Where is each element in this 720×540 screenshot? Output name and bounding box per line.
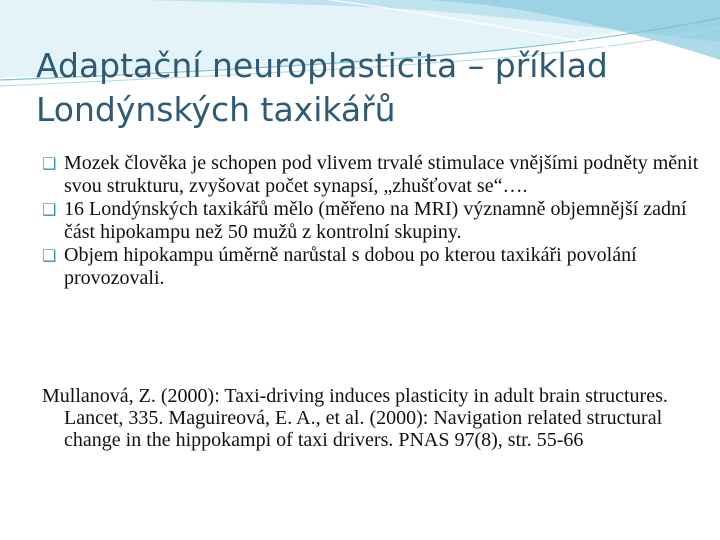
bullet-list [42, 152, 702, 290]
title-line-1: Adaptační neuroplasticita – příklad [36, 46, 608, 85]
square-bullet-icon: ❑ [42, 246, 57, 265]
bullet-text: Objem hipokampu úměrně narůstal s dobou po kterou taxikáři povolání provozovali. [64, 244, 637, 289]
slide-title [36, 44, 706, 132]
bullet-item [42, 198, 702, 243]
bullet-text: 16 Londýnských taxikářů mělo (měřeno na MRI) významně objemnější zadní část hipokampu než 50 mužů z kontrolní skupiny. [64, 198, 687, 243]
bullet-item [42, 152, 702, 197]
title-line-2: Londýnských taxikářů [36, 90, 396, 129]
reference-citation: Mullanová, Z. (2000): Taxi-driving induces plasticity in adult brain structures. Lancet, 335. Maguireová, E. A., et al. (2000): Navigation related structural change in the hippokampi of taxi drivers. PNAS 97(8), str. 55-66 [42, 385, 668, 451]
bullet-text: Mozek člověka je schopen pod vlivem trvalé stimulace vnějšími podněty měnit svou strukturu, zvyšovat počet synapsí, „zhušťovat se“…. [64, 152, 699, 197]
bullet-item [42, 244, 702, 289]
square-bullet-icon: ❑ [42, 154, 57, 173]
square-bullet-icon: ❑ [42, 200, 57, 219]
